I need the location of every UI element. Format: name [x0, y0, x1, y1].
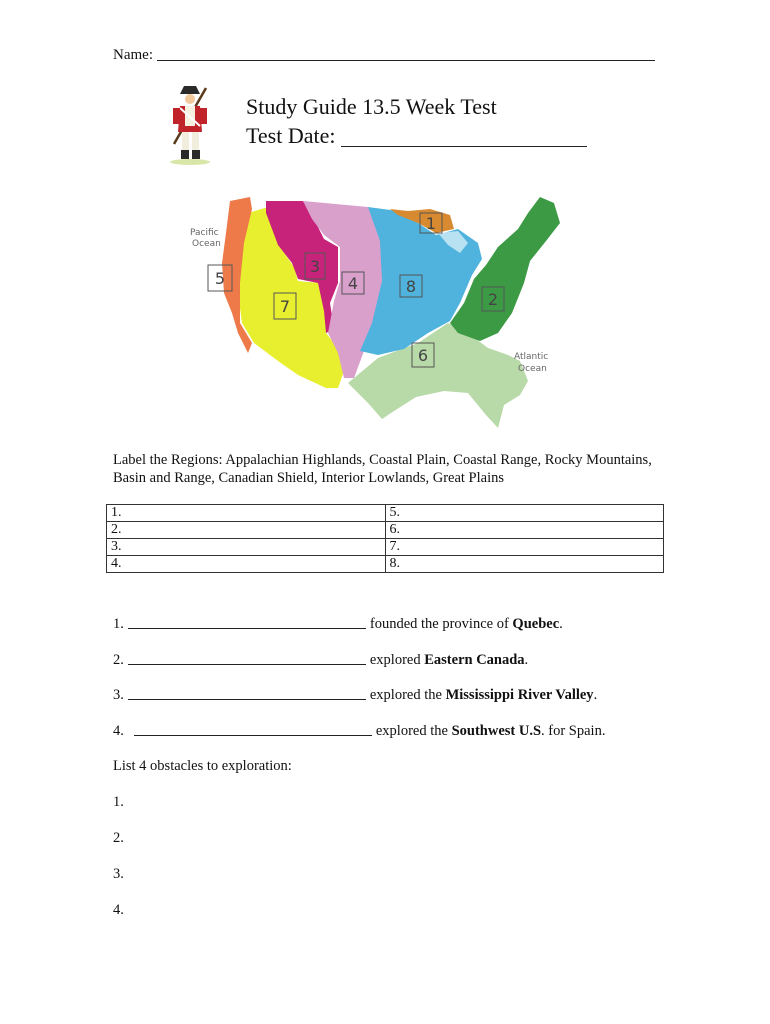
region-label-7: 7: [279, 297, 291, 316]
title-text: Study Guide 13.5 Week Test: [246, 94, 497, 119]
question-number: 3.: [113, 687, 124, 703]
answer-blank[interactable]: [134, 722, 372, 736]
question-1: [113, 615, 563, 633]
answer-cell-4[interactable]: 4.: [107, 556, 386, 573]
name-field[interactable]: [113, 46, 655, 64]
region-label-3: 3: [309, 257, 321, 276]
question-text: explored the: [369, 687, 442, 703]
page-title: [246, 92, 587, 150]
atlantic-label: Atlantic: [514, 352, 549, 362]
question-3: [113, 686, 597, 704]
obstacle-item-4[interactable]: 4.: [113, 902, 124, 918]
question-end: . for Spain.: [541, 723, 606, 739]
region-label-1: 1: [425, 214, 437, 233]
question-number: 1.: [113, 616, 124, 632]
obstacle-item-2[interactable]: 2.: [113, 830, 124, 846]
obstacles-prompt: List 4 obstacles to exploration:: [113, 758, 292, 774]
answer-cell-8[interactable]: 8.: [385, 556, 664, 573]
question-end: .: [593, 687, 598, 703]
us-regions-map: [168, 183, 598, 435]
question-text: explored: [369, 652, 421, 668]
question-2: [113, 651, 528, 669]
question-text: founded the province of: [369, 616, 509, 632]
atlantic-ocean-label: Ocean: [518, 364, 547, 374]
pacific-ocean-label: Ocean: [192, 239, 221, 249]
region-label-6: 6: [417, 346, 429, 365]
answer-blank[interactable]: [128, 686, 366, 700]
name-blank[interactable]: [157, 46, 655, 61]
table-row: [107, 556, 664, 573]
question-keyword: Mississippi River Valley: [445, 687, 594, 703]
label-regions-instructions: Label the Regions: Appalachian Highlands, Coastal Plain, Coastal Range, Rocky Mountains, Basin and Range, Canadian Shield, Interior Lowlands, Great Plains: [113, 452, 652, 486]
answer-cell-6[interactable]: 6.: [385, 522, 664, 539]
answer-cell-2[interactable]: 2.: [107, 522, 386, 539]
answer-cell-1[interactable]: 1.: [107, 505, 386, 522]
region-label-5: 5: [214, 269, 226, 288]
obstacle-item-1[interactable]: 1.: [113, 794, 124, 810]
test-date-blank[interactable]: [341, 126, 587, 147]
answer-cell-5[interactable]: 5.: [385, 505, 664, 522]
obstacle-item-3[interactable]: 3.: [113, 866, 124, 882]
region-label-4: 4: [347, 274, 359, 293]
question-keyword: Eastern Canada: [424, 652, 525, 668]
table-row: [107, 522, 664, 539]
region-label-8: 8: [405, 277, 417, 296]
question-end: .: [559, 616, 563, 632]
answer-cell-7[interactable]: 7.: [385, 539, 664, 556]
answer-blank[interactable]: [128, 651, 366, 665]
pacific-label: Pacific: [190, 228, 219, 238]
question-4: [113, 722, 605, 740]
question-end: .: [524, 652, 529, 668]
question-text: explored the: [375, 723, 448, 739]
region-label-2: 2: [487, 290, 499, 309]
answer-blank[interactable]: [128, 615, 366, 629]
table-row: [107, 505, 664, 522]
answer-cell-3[interactable]: 3.: [107, 539, 386, 556]
question-number: 2.: [113, 652, 124, 668]
question-keyword: Quebec: [512, 616, 560, 632]
question-number: 4.: [113, 723, 124, 739]
question-keyword: Southwest U.S: [451, 723, 542, 739]
soldier-clipart: [160, 82, 222, 166]
test-date-label: Test Date:: [246, 123, 336, 148]
table-row: [107, 539, 664, 556]
test-date-field[interactable]: [246, 121, 587, 150]
regions-answer-table: [106, 504, 664, 573]
name-label: Name:: [113, 47, 153, 63]
